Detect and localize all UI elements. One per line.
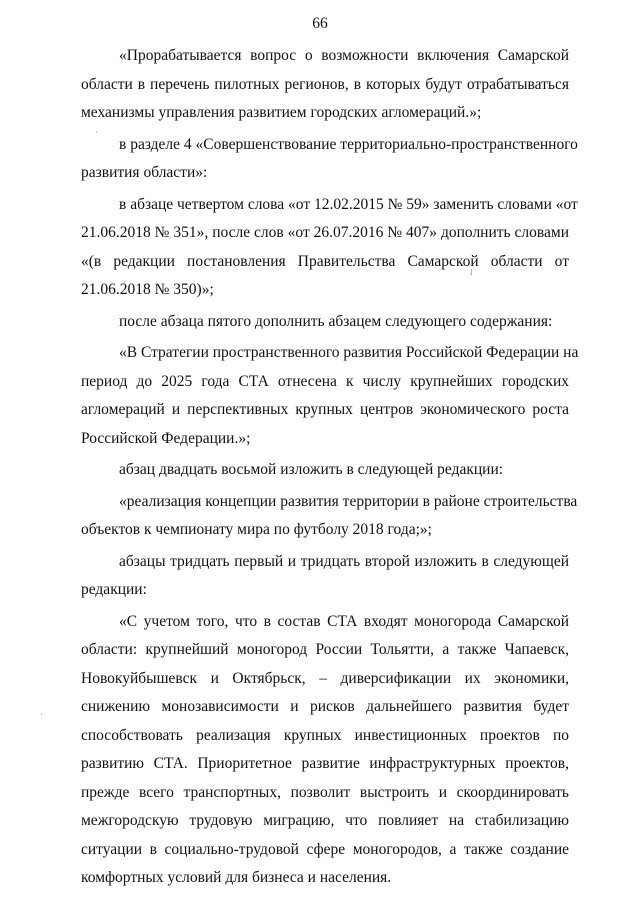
- text-line: после абзаца пятого дополнить абзацем следующего содержания:: [119, 312, 553, 330]
- text-line: в абзаце четвертом слова «от 12.02.2015 № 59» заменить словами «от: [119, 195, 578, 213]
- page-number: 66: [312, 15, 328, 32]
- paragraph: [81, 191, 578, 305]
- paragraph: [81, 548, 569, 605]
- paragraph: [81, 339, 579, 453]
- scan-speck: ·: [95, 128, 98, 138]
- text-line: «С учетом того, что в состав СТА входят моногорода Самарской: [119, 612, 569, 630]
- text-line: агломераций и перспективных крупных центров экономического роста: [81, 401, 569, 418]
- scan-speck: ⁞: [470, 268, 473, 278]
- paragraph: [81, 131, 578, 188]
- text-line: прежде всего транспортных, позволит выстроить и скоординировать: [81, 783, 569, 801]
- text-line: способствовать реализация крупных инвестиционных проектов по: [81, 726, 569, 744]
- text-line: области: крупнейший моногород России Тольятти, а также Чапаевск,: [81, 641, 569, 658]
- text-line: абзацы тридцать первый и тридцать второй изложить в следующей: [119, 552, 569, 570]
- text-line: межгородскую трудовую миграцию, что повлияет на стабилизацию: [81, 812, 569, 829]
- text-line: «Прорабатывается вопрос о возможности включения Самарской: [119, 47, 569, 64]
- text-line: редакции:: [81, 581, 147, 598]
- text-line: Российской Федерации.»;: [81, 429, 251, 447]
- text-line: снижению монозависимости и рисков дальнейшего развития будет: [81, 698, 569, 715]
- text-line: абзац двадцать восьмой изложить в следующей редакции:: [119, 461, 504, 478]
- text-line: объектов к чемпионату мира по футболу 2018 года;»;: [81, 521, 432, 538]
- text-line: Новокуйбышевск и Октябрьск, – диверсификации их экономики,: [81, 669, 569, 687]
- document-body: [81, 42, 579, 893]
- text-line: области в перечень пилотных регионов, в которых будут отрабатываться: [81, 75, 569, 93]
- paragraph: [81, 608, 569, 893]
- text-line: «реализация концепции развития территории в районе строительства: [119, 492, 578, 510]
- paragraph: [81, 42, 569, 128]
- text-line: механизмы управления развитием городских агломераций.»;: [81, 104, 482, 121]
- paragraph: [81, 488, 578, 545]
- text-line: в разделе 4 «Совершенствование территориально-пространственного: [119, 135, 578, 153]
- text-line: комфортных условий для бизнеса и населения.: [81, 869, 392, 886]
- text-line: 21.06.2018 № 350)»;: [81, 281, 214, 298]
- scan-speck: ·: [40, 710, 43, 720]
- text-line: развития области»:: [81, 164, 208, 181]
- paragraph: [81, 456, 569, 485]
- text-line: период до 2025 года СТА отнесена к числу крупнейших городских: [81, 372, 569, 390]
- text-line: «В Стратегии пространственного развития Российской Федерации на: [119, 344, 579, 361]
- text-line: 21.06.2018 № 351», после слов «от 26.07.2016 № 407» дополнить словами: [81, 224, 569, 241]
- text-line: развитию СТА. Приоритетное развитие инфраструктурных проектов,: [81, 755, 569, 772]
- text-line: ситуации в социально-трудовой сфере моногородов, а также создание: [81, 840, 569, 858]
- text-line: «(в редакции постановления Правительства Самарской области от: [81, 252, 569, 270]
- paragraph: [81, 308, 569, 337]
